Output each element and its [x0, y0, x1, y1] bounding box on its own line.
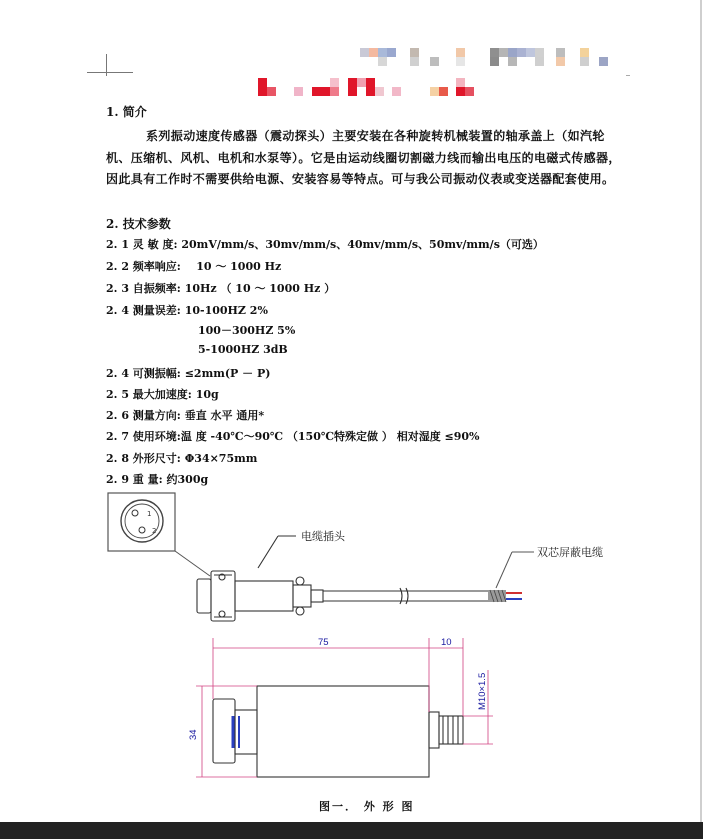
section-heading-intro: 1. 简介: [106, 105, 147, 119]
spec-value: 10 ～ 1000 Hz: [196, 260, 282, 273]
section-heading-specs: 2. 技术参数: [106, 217, 171, 231]
dimension-lines: [196, 638, 493, 777]
dimension-diameter: 34: [188, 729, 199, 740]
spec-value-continued: 100－300HZ 5%: [198, 324, 296, 337]
spec-value: 10-100HZ 2%: [184, 304, 268, 317]
spec-value: ≤2mm(P － P): [184, 367, 271, 380]
spec-value: Φ34×75mm: [184, 452, 258, 465]
spec-value: 约300g: [166, 473, 209, 486]
spec-value: 10Hz （ 10 ～ 1000 Hz ）: [184, 282, 336, 295]
spec-label: 2. 2 频率响应:: [106, 260, 181, 273]
spec-label: 2. 6 测量方向:: [106, 409, 181, 422]
dimension-length: 75: [318, 637, 329, 648]
connector-side-view: [197, 536, 490, 621]
label-shielded-cable: 双芯屏蔽电缆: [537, 546, 603, 559]
figure-caption: 图一． 外 形 图: [319, 800, 415, 813]
spec-value: 温 度 -40℃～90℃ （150℃特殊定做 ） 相对湿度 ≤90%: [180, 430, 480, 443]
spec-label: 2. 1 灵 敏 度:: [106, 238, 178, 251]
spec-label: 2. 7 使用环境:: [106, 430, 181, 443]
spec-value: 20mV/mm/s、30mv/mm/s、40mv/mm/s、50mv/mm/s（可选）: [181, 238, 544, 251]
spec-value: 垂直 水平 通用*: [184, 409, 265, 422]
cable-shield: [488, 552, 534, 602]
spec-value-continued: 5-1000HZ 3dB: [198, 343, 288, 356]
label-cable-plug: 电缆插头: [301, 530, 345, 543]
svg-text:2: 2: [152, 527, 157, 535]
spec-label: 2. 3 自振频率:: [106, 282, 181, 295]
spec-value: 10g: [195, 388, 219, 401]
spec-label: 2. 8 外形尺寸:: [106, 452, 181, 465]
svg-text:1: 1: [147, 510, 152, 518]
dimension-thread-length: 10: [441, 637, 452, 648]
spec-label: 2. 4 可测振幅:: [106, 367, 181, 380]
spec-label: 2. 4 测量误差:: [106, 304, 181, 317]
spec-label: 2. 5 最大加速度:: [106, 388, 192, 401]
intro-paragraph-text: 系列振动速度传感器（震动探头）主要安装在各种旋转机械装置的轴承盖上（如汽轮机、压缩机、风机、电机和水泵等）。它是由运动线圈切割磁力线而输出电压的电磁式传感器，因此具有工作时不需要供给电源、安装容易等特点。可与我公司振动仪表或变送器配套使用。: [106, 129, 621, 186]
dimension-thread: M10×1.5: [477, 672, 488, 710]
connector-end-view: [108, 493, 210, 576]
spec-label: 2. 9 重 量:: [106, 473, 163, 486]
sensor-body: [213, 686, 463, 777]
